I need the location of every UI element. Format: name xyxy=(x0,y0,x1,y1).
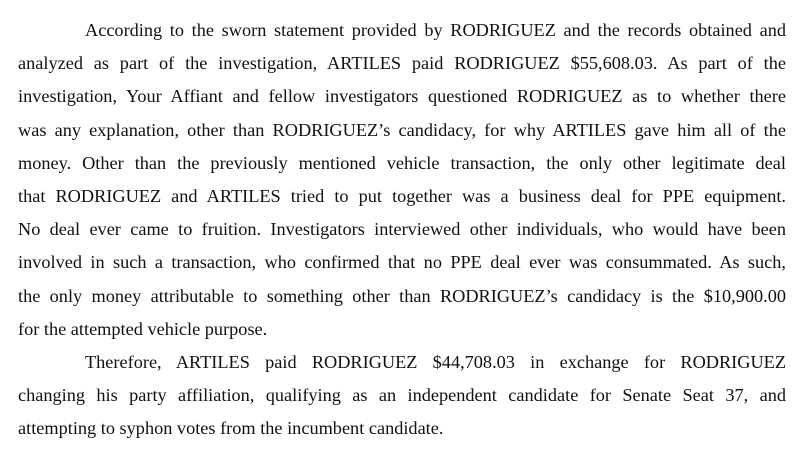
paragraph-line: investigation, Your Affiant and fellow investigators questioned RODRIGUEZ as to whether there xyxy=(18,86,786,107)
paragraph-line: attempting to syphon votes from the incumbent candidate. xyxy=(18,418,444,439)
paragraph-line: According to the sworn statement provided by RODRIGUEZ and the records obtained and xyxy=(85,20,786,40)
paragraph-line: changing his party affiliation, qualifying as an independent candidate for Senate Seat 37, and xyxy=(18,385,786,406)
paragraph-line: was any explanation, other than RODRIGUEZ’s candidacy, for why ARTILES gave him all of the xyxy=(18,119,786,140)
paragraph-line: money. Other than the previously mentioned vehicle transaction, the only other legitimate deal xyxy=(18,152,786,173)
paragraph-line: No deal ever came to fruition. Investigators interviewed other individuals, who would have been xyxy=(18,219,786,240)
paragraph-2 xyxy=(18,346,786,446)
document-page xyxy=(18,14,786,445)
paragraph-1 xyxy=(18,14,786,346)
paragraph-line: that RODRIGUEZ and ARTILES tried to put together was a business deal for PPE equipment. xyxy=(18,185,786,206)
paragraph-line: analyzed as part of the investigation, ARTILES paid RODRIGUEZ $55,608.03. As part of the xyxy=(18,53,786,74)
paragraph-line: the only money attributable to something other than RODRIGUEZ’s candidacy is the $10,900.00 xyxy=(18,285,786,306)
paragraph-line: for the attempted vehicle purpose. xyxy=(18,318,268,339)
paragraph-line: Therefore, ARTILES paid RODRIGUEZ $44,708.03 in exchange for RODRIGUEZ xyxy=(85,351,786,372)
paragraph-line: involved in such a transaction, who confirmed that no PPE deal ever was consummated. As such, xyxy=(18,252,786,273)
